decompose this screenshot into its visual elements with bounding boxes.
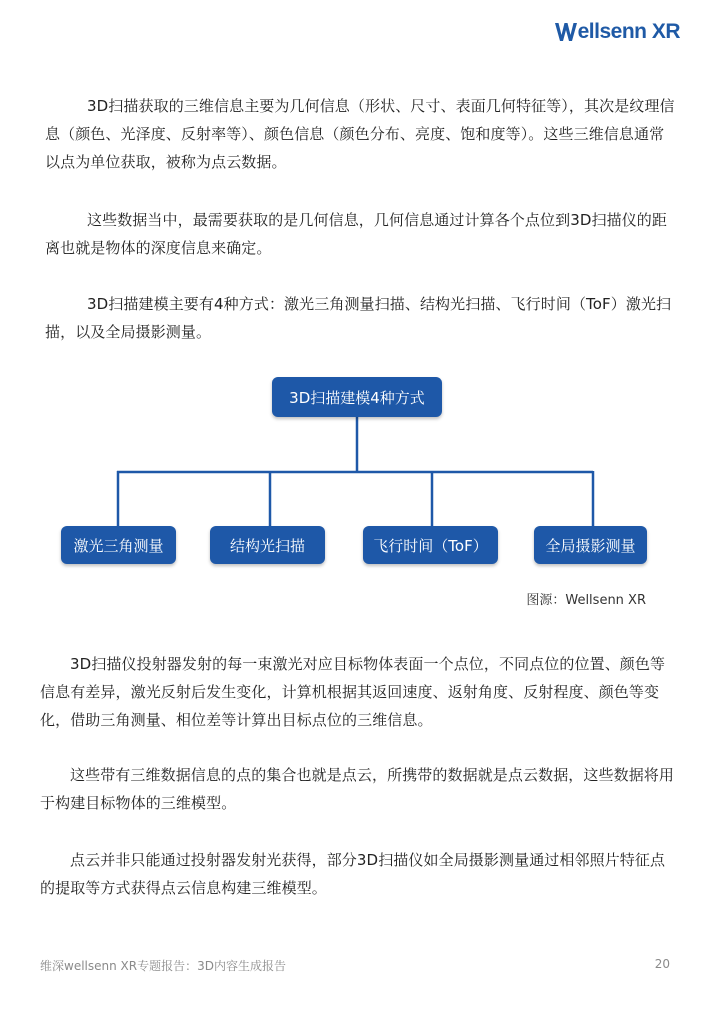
diagram-root-node: 3D扫描建模4种方式 xyxy=(272,377,442,417)
diagram-leaf-laser-triangulation: 激光三角测量 xyxy=(61,526,176,564)
diagram-leaf-photogrammetry: 全局摄影测量 xyxy=(534,526,647,564)
diagram-leaf-tof: 飞行时间（ToF） xyxy=(363,526,498,564)
paragraph-point-cloud: 这些带有三维数据信息的点的集合也就是点云，所携带的数据就是点云数据，这些数据将用于构建目标物体的三维模型。 xyxy=(40,766,675,812)
footer-report-title: 维深wellsenn XR专题报告：3D内容生成报告 xyxy=(40,959,286,973)
paragraph-geometry: 这些数据当中，最需要获取的是几何信息，几何信息通过计算各个点位到3D扫描仪的距离也就是物体的深度信息来确定。 xyxy=(45,211,667,257)
diagram-leaf-structured-light: 结构光扫描 xyxy=(210,526,325,564)
paragraph-four-methods: 3D扫描建模主要有4种方式：激光三角测量扫描、结构光扫描、飞行时间（ToF）激光扫描，以及全局摄影测量。 xyxy=(45,295,672,341)
paragraph-3d-info: 3D扫描获取的三维信息主要为几何信息（形状、尺寸、表面几何特征等），其次是纹理信息（颜色、光泽度、反射率等）、颜色信息（颜色分布、亮度、饱和度等）。这些三维信息通常以点为单位获取，被称为点云数据。 xyxy=(45,97,675,171)
logo-text: ellsenn XR xyxy=(577,20,680,43)
paragraph-laser-points: 3D扫描仪投射器发射的每一束激光对应目标物体表面一个点位，不同点位的位置、颜色等信息有差异，激光反射后发生变化，计算机根据其返回速度、返射角度、反射程度、颜色等变化，借助三角测量、相位差等计算出目标点位的三维信息。 xyxy=(40,655,666,729)
page-number: 20 xyxy=(654,957,670,971)
logo-w-icon xyxy=(555,22,577,42)
figure-caption: 图源：Wellsenn XR xyxy=(526,593,646,608)
paragraph-photogrammetry: 点云并非只能通过投射器发射光获得，部分3D扫描仪如全局摄影测量通过相邻照片特征点的提取等方式获得点云信息构建三维模型。 xyxy=(40,851,666,897)
brand-logo xyxy=(555,20,680,44)
